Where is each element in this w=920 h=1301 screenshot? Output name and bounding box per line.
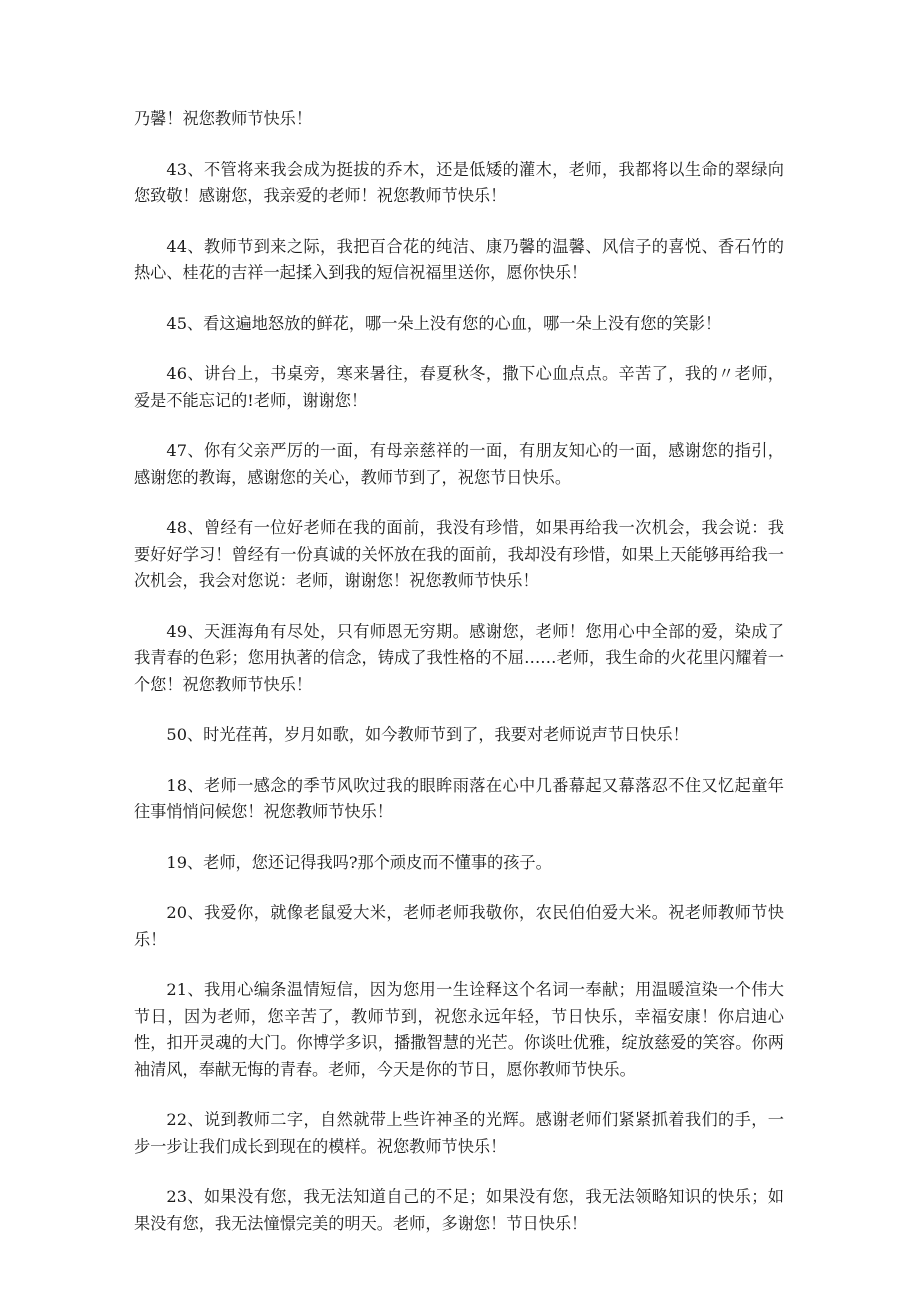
- paragraph-47: 47、你有父亲严厉的一面，有母亲慈祥的一面，有朋友知心的一面，感谢您的指引，感谢您的教诲，感谢您的关心，教师节到了，祝您节日快乐。: [134, 441, 784, 487]
- paragraph-49: 49、天涯海角有尽处，只有师恩无穷期。感谢您，老师！您用心中全部的爱，染成了我青春的色彩；您用执著的信念，铸成了我性格的不屈……老师，我生命的火花里闪耀着一个您！祝您教师节快乐！: [134, 621, 784, 694]
- document-body: [134, 106, 784, 1261]
- paragraph-46: 46、讲台上，书桌旁，寒来暑往，春夏秋冬，撒下心血点点。辛苦了，我的〃老师，爱是不能忘记的!老师，谢谢您！: [134, 364, 784, 410]
- paragraph-22: 22、说到教师二字，自然就带上些许神圣的光辉。感谢老师们紧紧抓着我们的手，一步一步让我们成长到现在的模样。祝您教师节快乐！: [134, 1110, 784, 1156]
- paragraph-21: 21、我用心编条温情短信，因为您用一生诠释这个名词一奉献；用温暖渲染一个伟大节日，因为老师，您辛苦了，教师节到，祝您永远年轻，节日快乐，幸福安康！你启迪心性，扣开灵魂的大门。你博学多识，播撒智慧的光芒。你谈吐优雅，绽放慈爱的笑容。你两袖清风，奉献无悔的青春。老师，今天是你的节日，愿你教师节快乐。: [134, 980, 784, 1079]
- paragraph-43: 43、不管将来我会成为挺拔的乔木，还是低矮的灌木，老师，我都将以生命的翠绿向您致敬！感谢您，我亲爱的老师！祝您教师节快乐！: [134, 159, 784, 205]
- paragraph-44: 44、教师节到来之际，我把百合花的纯洁、康乃馨的温馨、风信子的喜悦、香石竹的热心、桂花的吉祥一起揉入到我的短信祝福里送你，愿你快乐！: [134, 236, 784, 282]
- paragraph-50: 50、时光荏苒，岁月如歌，如今教师节到了，我要对老师说声节日快乐！: [166, 725, 689, 744]
- paragraph-continuation: 乃馨！祝您教师节快乐！: [134, 109, 313, 128]
- paragraph-18: 18、老师一感念的季节风吹过我的眼眸雨落在心中几番幕起又幕落忍不住又忆起童年往事悄悄问候您！祝您教师节快乐！: [134, 775, 784, 821]
- paragraph-23: 23、如果没有您，我无法知道自己的不足；如果没有您，我无法领略知识的快乐；如果没有您，我无法憧憬完美的明天。老师，多谢您！节日快乐！: [134, 1187, 784, 1233]
- paragraph-48: 48、曾经有一位好老师在我的面前，我没有珍惜，如果再给我一次机会，我会说：我要好好学习！曾经有一份真诚的关怀放在我的面前，我却没有珍惜，如果上天能够再给我一次机会，我会对您说：老师，谢谢您！祝您教师节快乐！: [134, 518, 784, 590]
- paragraph-20: 20、我爱你，就像老鼠爱大米，老师老师我敬你，农民伯伯爱大米。祝老师教师节快乐！: [134, 903, 784, 949]
- paragraph-45: 45、看这遍地怒放的鲜花，哪一朵上没有您的心血，哪一朵上没有您的笑影！: [166, 313, 722, 333]
- paragraph-19: 19、老师，您还记得我吗?那个顽皮而不懂事的孩子。: [166, 852, 552, 872]
